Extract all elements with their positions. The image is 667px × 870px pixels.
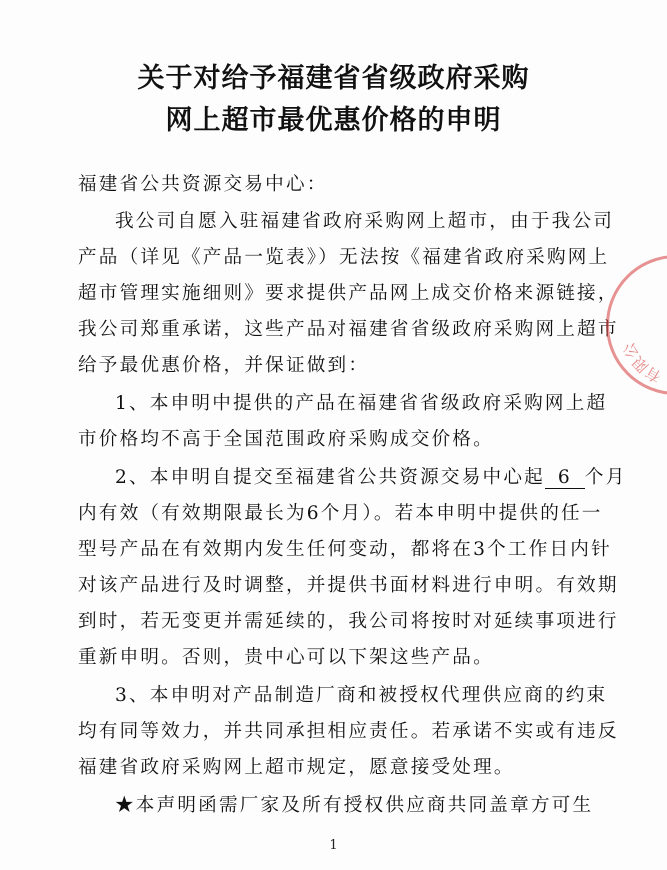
- clause-3-line: 均有同等效力，并共同承担相应责任。若承诺不实或有违反: [78, 721, 619, 742]
- paragraph-line: 给予最优惠价格，并保证做到：: [78, 355, 370, 376]
- seal-text: 有限公: [619, 339, 665, 386]
- clause-2-line: 到时，若无变更并需延续的，我公司将按时对延续事项进行: [78, 611, 619, 632]
- clause-2-suffix: 个月: [584, 467, 627, 488]
- clause-1-line: 1、本申明中提供的产品在福建省省级政府采购网上超: [115, 393, 608, 414]
- title-line-2: 网上超市最优惠价格的申明: [165, 105, 502, 136]
- validity-months: 6: [545, 468, 585, 489]
- title-line-1: 关于对给予福建省省级政府采购: [137, 63, 530, 94]
- svg-text:有限公: [612, 336, 667, 387]
- clause-2-first-line: [115, 466, 627, 490]
- page-number: 1: [329, 838, 338, 853]
- paragraph-line: 我公司自愿入驻福建省政府采购网上超市，由于我公司: [115, 211, 615, 232]
- paragraph-line: 我公司郑重承诺，这些产品对福建省省级政府采购网上超市: [78, 319, 619, 340]
- paragraph-line: 超市管理实施细则》要求提供产品网上成交价格来源链接，: [78, 283, 619, 304]
- clause-2-line: 对该产品进行及时调整，并提供书面材料进行申明。有效期: [78, 575, 619, 596]
- clause-2-line: 重新申明。否则，贵中心可以下架这些产品。: [78, 647, 494, 668]
- clause-3-line: 福建省政府采购网上超市规定，愿意接受处理。: [78, 757, 515, 778]
- clause-2-prefix: 2、本申明自提交至福建省公共资源交易中心起: [115, 467, 545, 488]
- paragraph-line: 产品（详见《产品一览表》）无法按《福建省政府采购网上: [78, 247, 610, 268]
- company-seal-stamp: [606, 255, 667, 395]
- clause-2-line: 内有效（有效期限最长为6个月）。若本申明中提供的任一: [78, 503, 603, 524]
- salutation: 福建省公共资源交易中心：: [78, 174, 328, 195]
- clause-1-line: 市价格均不高于全国范围政府采购成交价格。: [78, 429, 494, 450]
- clause-2-line: 型号产品在有效期内发生任何变动，都将在3个工作日内针: [78, 539, 612, 560]
- note-line: ★本声明函需厂家及所有授权供应商共同盖章方可生: [115, 795, 594, 816]
- clause-3-line: 3、本申明对产品制造厂商和被授权代理供应商的约束: [115, 685, 608, 706]
